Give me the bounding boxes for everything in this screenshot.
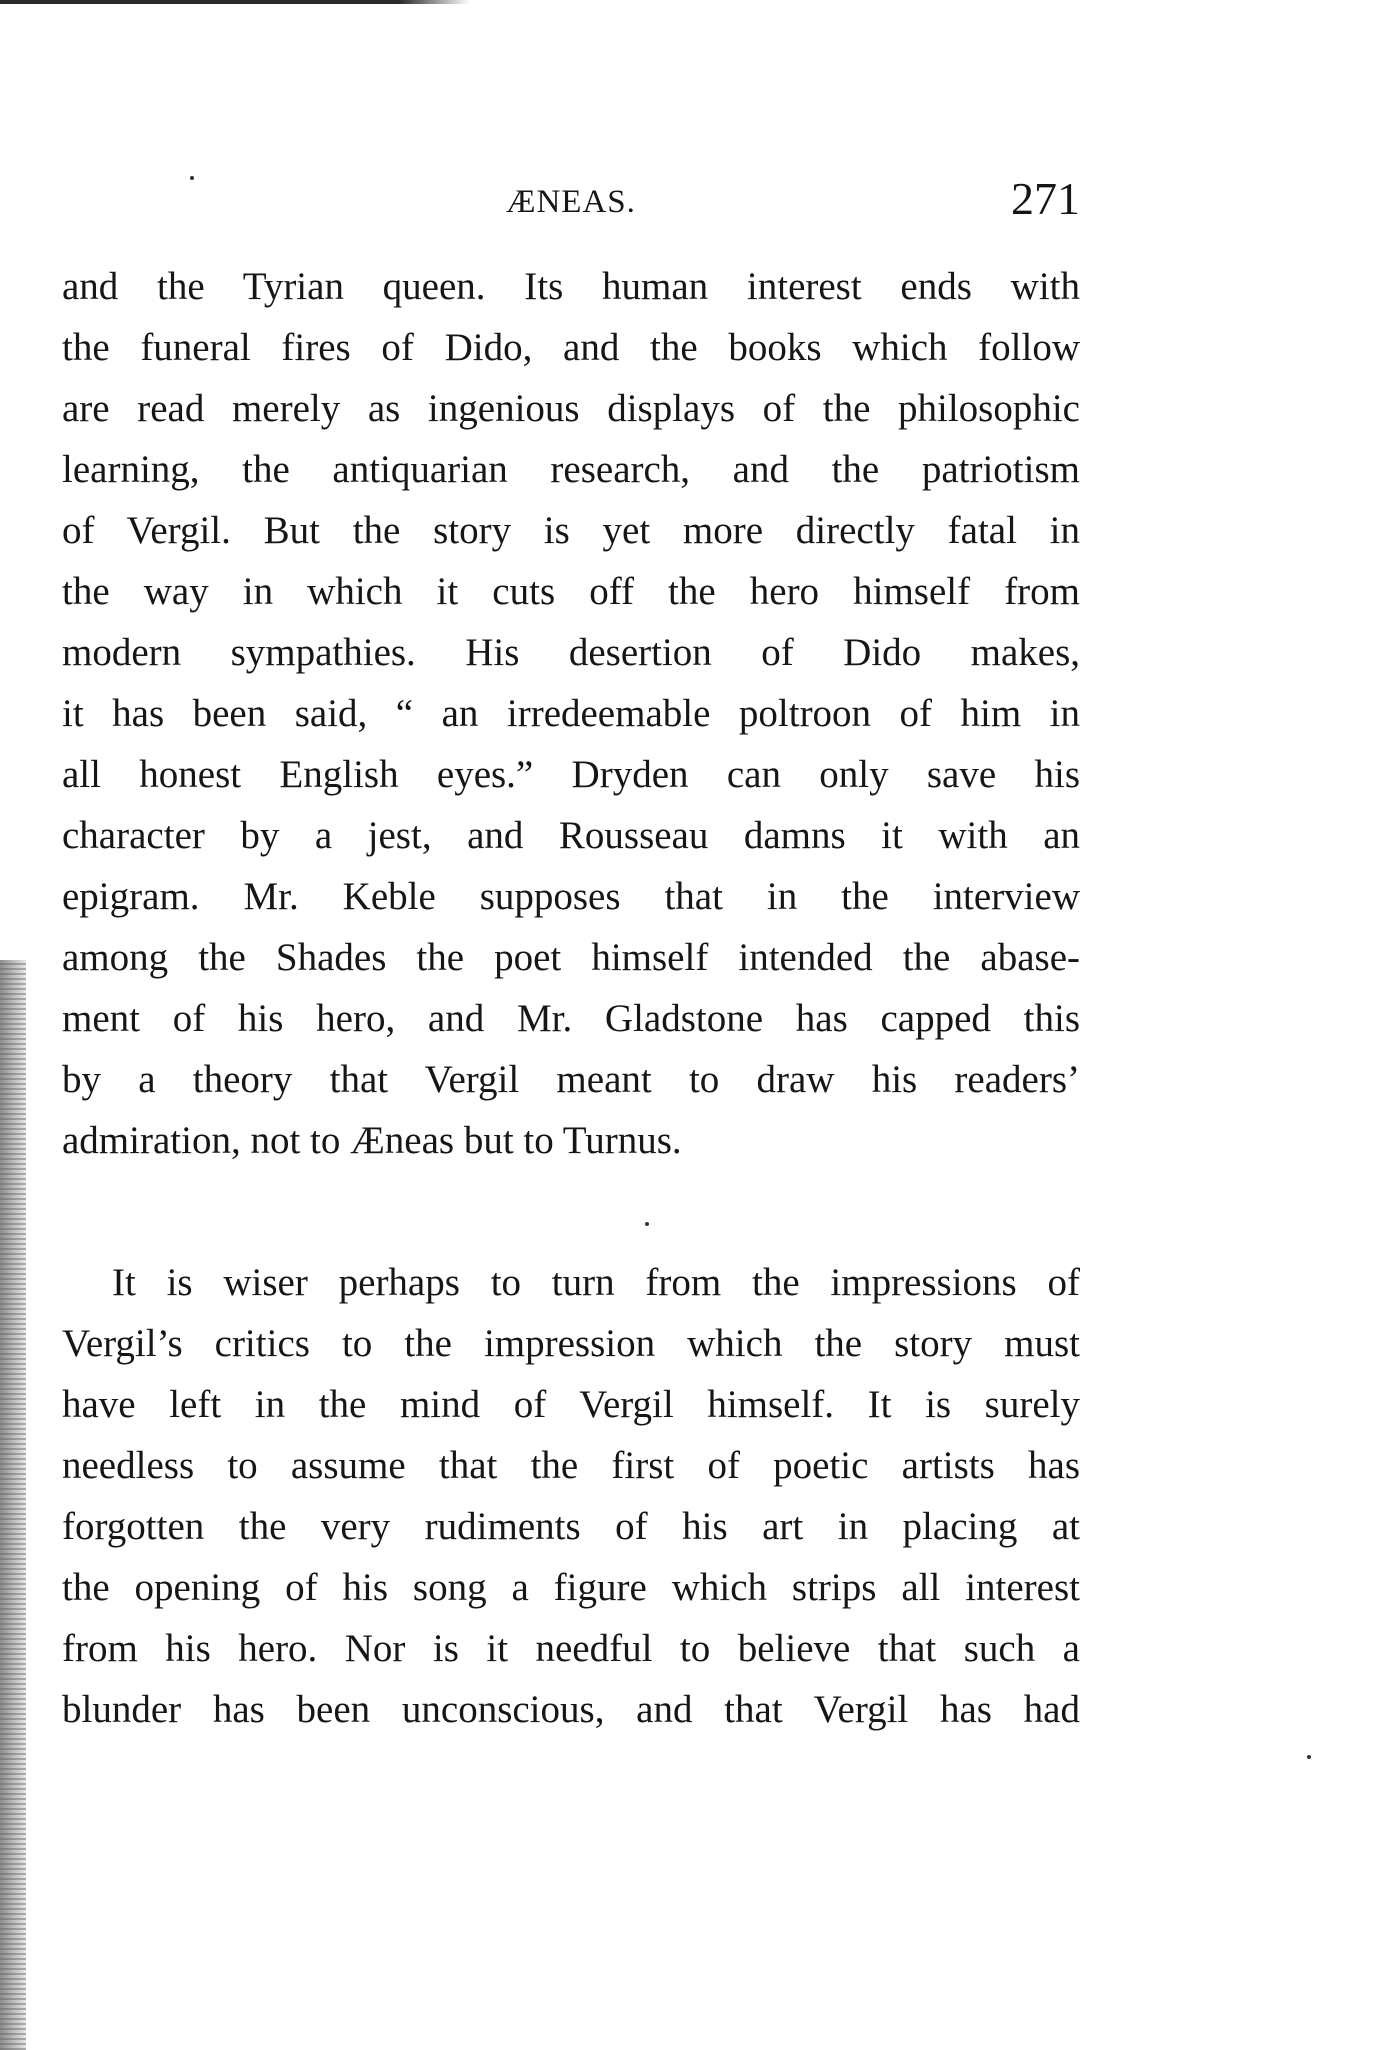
print-speck bbox=[190, 176, 194, 180]
binding-gutter-shadow bbox=[0, 960, 26, 2050]
text-line: among the Shades the poet himself intended the abase- bbox=[62, 936, 1080, 979]
running-head bbox=[62, 168, 1080, 228]
text-line: needless to assume that the first of poetic artists has bbox=[62, 1444, 1080, 1487]
text-line: blunder has been unconscious, and that Vergil has had bbox=[62, 1688, 1080, 1731]
text-line: admiration, not to Æneas but to Turnus. bbox=[62, 1119, 682, 1162]
text-line: it has been said, “ an irredeemable poltroon of him in bbox=[62, 692, 1080, 735]
page-number: 271 bbox=[1011, 173, 1080, 224]
running-head-title: ÆNEAS. bbox=[506, 184, 636, 220]
text-line: It is wiser perhaps to turn from the impressions of bbox=[112, 1261, 1080, 1304]
text-line: ment of his hero, and Mr. Gladstone has capped this bbox=[62, 997, 1080, 1040]
text-line: have left in the mind of Vergil himself. It is surely bbox=[62, 1383, 1080, 1426]
print-speck bbox=[645, 1222, 649, 1226]
text-line: from his hero. Nor is it needful to believe that such a bbox=[62, 1627, 1080, 1670]
page-top-edge bbox=[0, 0, 470, 4]
text-line: epigram. Mr. Keble supposes that in the interview bbox=[62, 875, 1080, 918]
text-line: the funeral fires of Dido, and the books which follow bbox=[62, 326, 1080, 369]
text-line: all honest English eyes.” Dryden can only save his bbox=[62, 753, 1080, 796]
text-line: by a theory that Vergil meant to draw his readers’ bbox=[62, 1058, 1080, 1101]
text-line: character by a jest, and Rousseau damns it with an bbox=[62, 814, 1080, 857]
text-line: and the Tyrian queen. Its human interest ends with bbox=[62, 265, 1080, 308]
text-line: learning, the antiquarian research, and the patriotism bbox=[62, 448, 1080, 491]
paragraph-1 bbox=[62, 256, 1080, 1171]
text-line: of Vergil. But the story is yet more directly fatal in bbox=[62, 509, 1080, 552]
print-speck bbox=[1307, 1755, 1311, 1759]
text-line: modern sympathies. His desertion of Dido makes, bbox=[62, 631, 1080, 674]
text-line: are read merely as ingenious displays of the philosophic bbox=[62, 387, 1080, 430]
paragraph-2 bbox=[62, 1252, 1080, 1740]
text-line: Vergil’s critics to the impression which the story must bbox=[62, 1322, 1080, 1365]
text-line: the way in which it cuts off the hero himself from bbox=[62, 570, 1080, 613]
text-line: forgotten the very rudiments of his art in placing at bbox=[62, 1505, 1080, 1548]
text-line: the opening of his song a figure which strips all interest bbox=[62, 1566, 1080, 1609]
